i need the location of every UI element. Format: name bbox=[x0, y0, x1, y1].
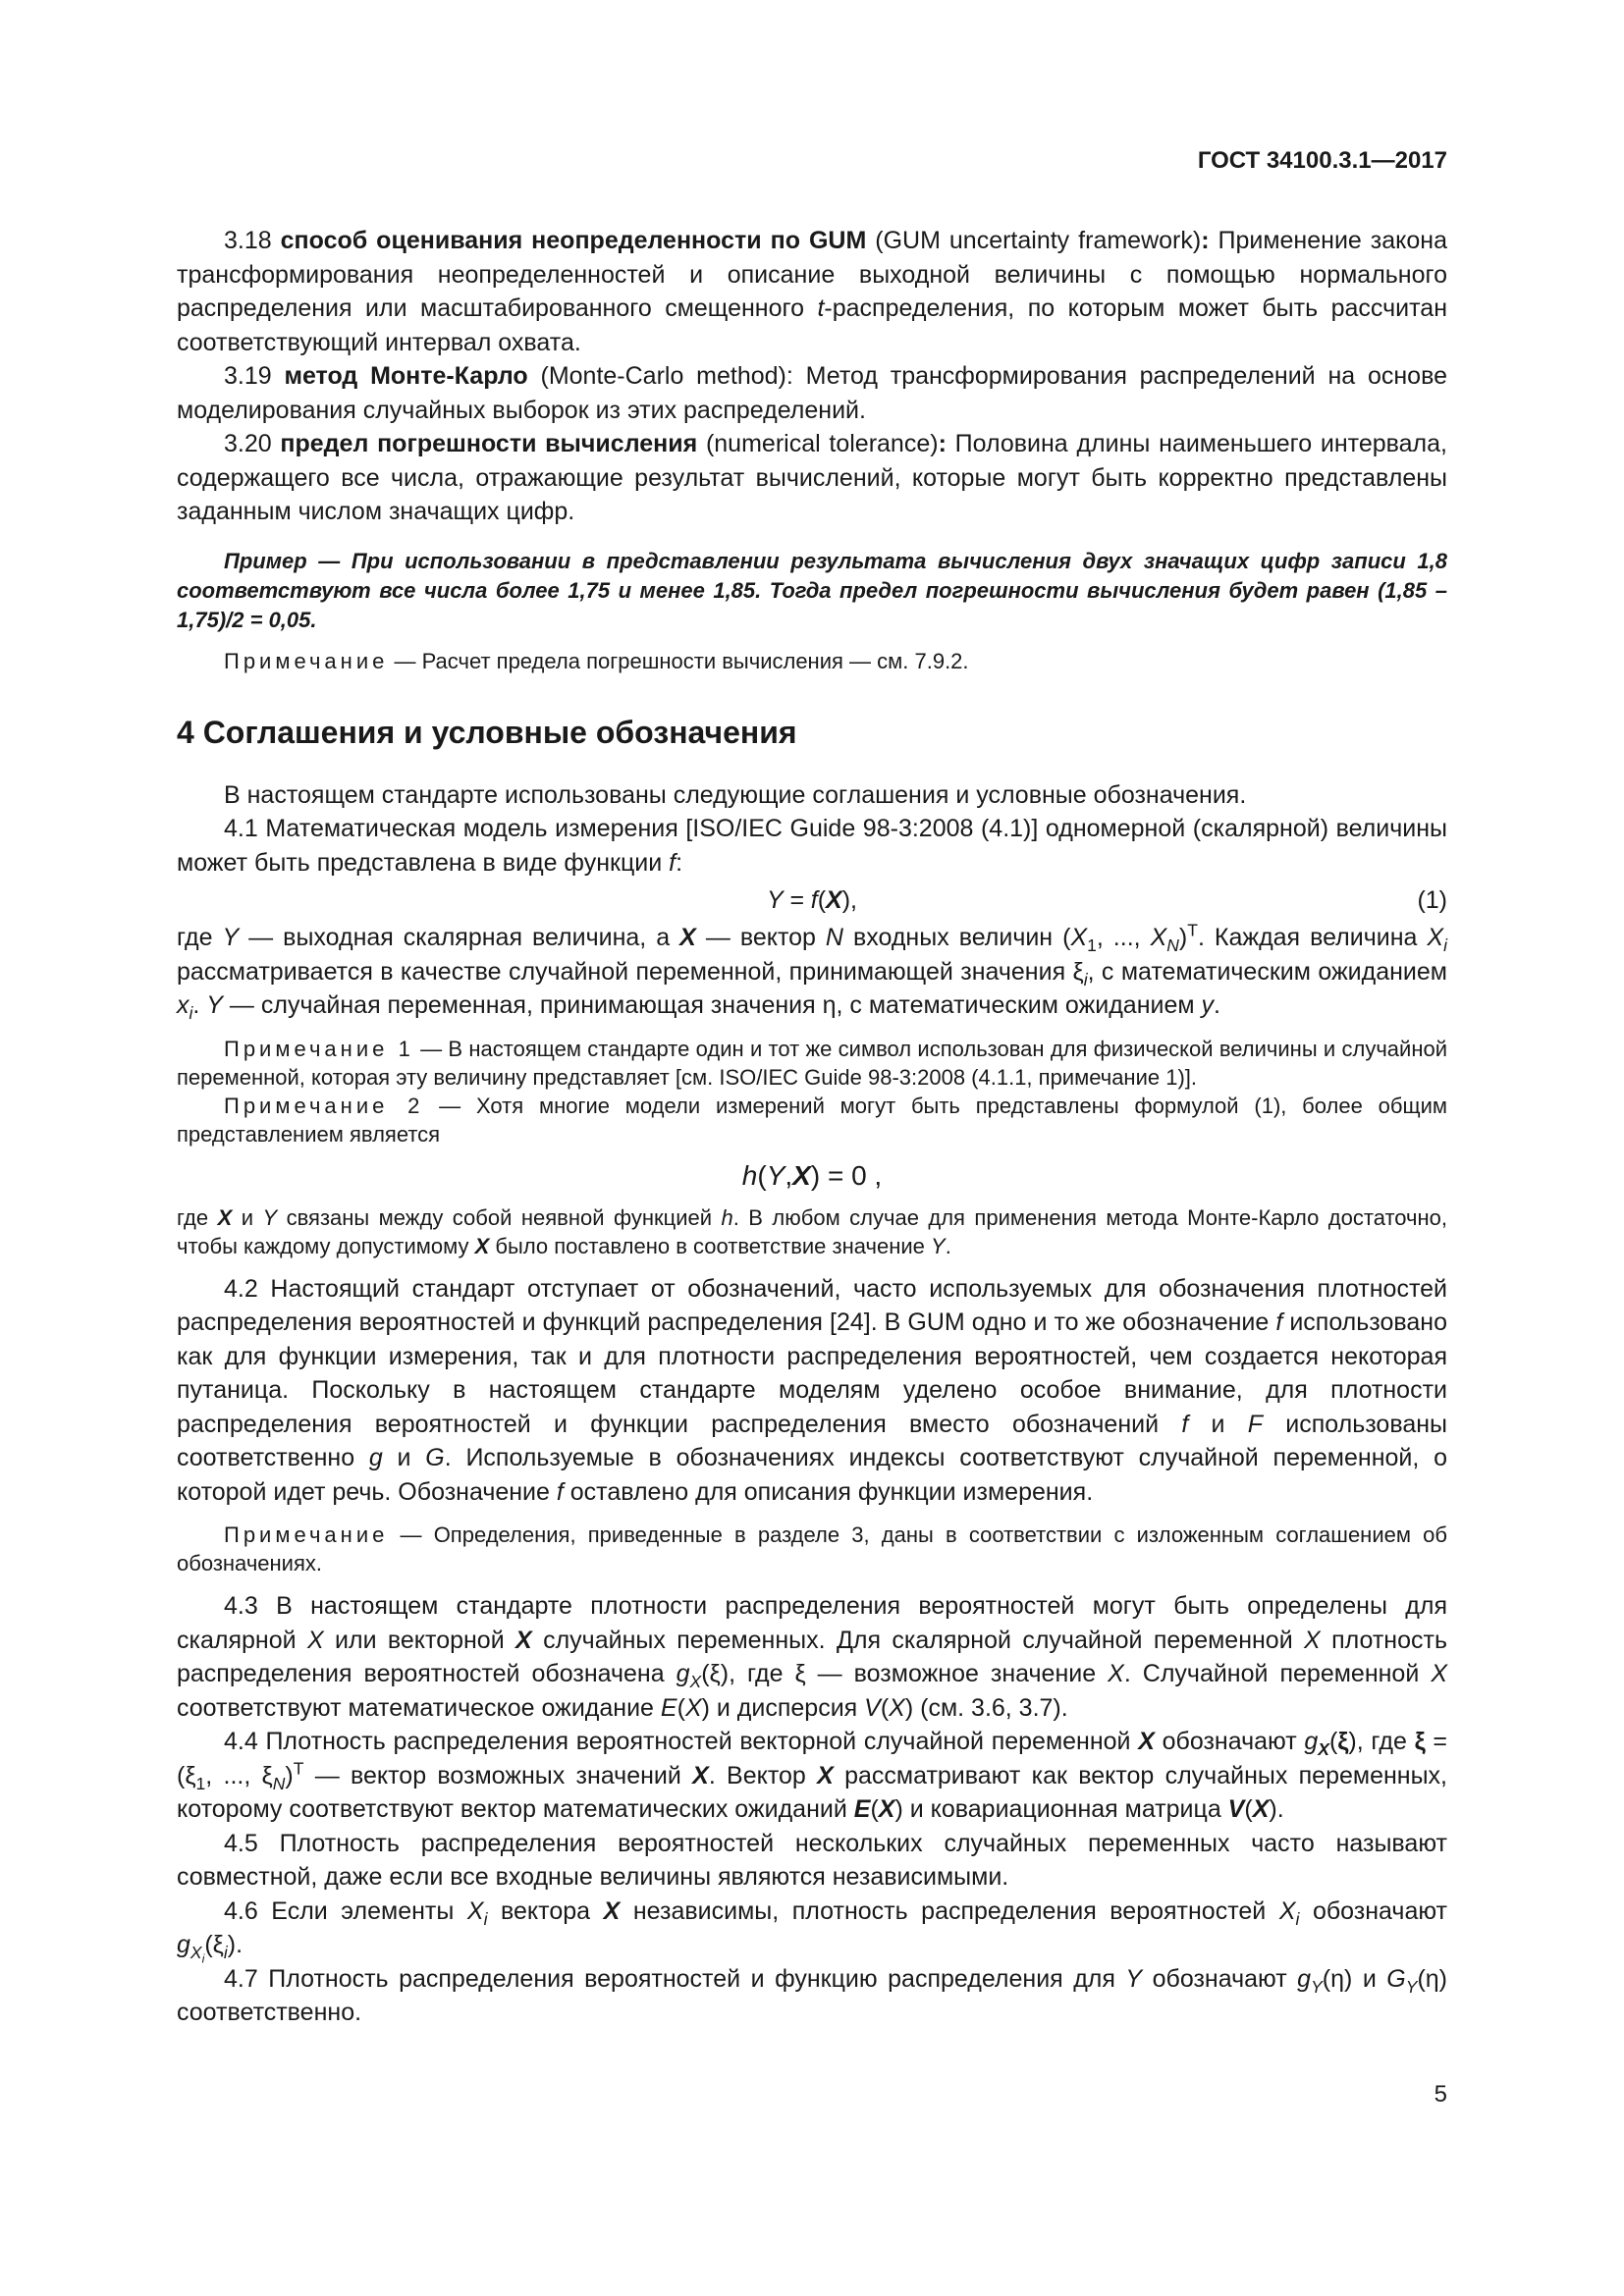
paragraph-3-18 bbox=[177, 224, 1447, 359]
text: ) bbox=[285, 1761, 294, 1789]
symbol-f: f bbox=[1275, 1308, 1283, 1336]
symbol-X: X bbox=[515, 1626, 532, 1654]
note-3 bbox=[177, 1521, 1447, 1577]
symbol-X: X bbox=[1108, 1660, 1124, 1687]
text: . bbox=[945, 1233, 951, 1258]
text: ) и ковариационная матрица bbox=[894, 1795, 1228, 1823]
symbol-X: X bbox=[878, 1795, 895, 1823]
symbol-X: X bbox=[1278, 1896, 1296, 1925]
text: 4.3 В настоящем стандарте плотности распределения вероятностей могут быть определены для скалярной bbox=[177, 1592, 1447, 1654]
subscript: i bbox=[483, 1908, 488, 1929]
subscript: Y bbox=[1405, 1976, 1418, 1997]
text: случайных переменных. Для скалярной случайной переменной bbox=[531, 1626, 1305, 1654]
text: ) bbox=[1178, 924, 1188, 951]
subscript: i bbox=[1083, 969, 1088, 989]
paragraph-4-1 bbox=[177, 812, 1447, 880]
text: 4.6 Если элементы bbox=[224, 1896, 467, 1925]
text: , с математическим ожиданием bbox=[1087, 957, 1447, 986]
symbol-Y: Y bbox=[206, 991, 223, 1019]
symbol-g: g bbox=[368, 1444, 383, 1471]
text: ( bbox=[677, 1693, 685, 1722]
text: и bbox=[1188, 1410, 1248, 1438]
section-heading: 4 Соглашения и условные обозначения bbox=[177, 714, 797, 750]
subscript: X bbox=[1318, 1739, 1329, 1759]
definition-text: Половина длины наименьшего интервала, содержащего все числа, отражающие результат вычислений, которые могут быть корректно представлены заданным числом значащих цифр. bbox=[177, 430, 1447, 525]
symbol-X: X bbox=[474, 1233, 490, 1258]
paragraph-4-7 bbox=[177, 1962, 1447, 2030]
text: связаны между собой неявной функцией bbox=[277, 1204, 722, 1230]
text: плотность распределения вероятностей обозначена bbox=[177, 1626, 1447, 1687]
paragraph-4-2 bbox=[177, 1272, 1447, 1510]
note-2 bbox=[177, 1092, 1447, 1148]
symbol-f: f bbox=[556, 1477, 564, 1506]
text: — вектор bbox=[695, 924, 826, 951]
text: независимы, плотность распределения вероятностей bbox=[620, 1896, 1279, 1925]
symbol-x: x bbox=[177, 991, 189, 1019]
symbol-Y: Y bbox=[222, 924, 240, 951]
text: и bbox=[382, 1444, 426, 1471]
formula-number: (1) bbox=[1417, 886, 1447, 914]
symbol-t: t bbox=[817, 294, 825, 322]
text: , ..., ξ bbox=[205, 1761, 273, 1789]
text: где bbox=[177, 1204, 218, 1230]
text: обозначают bbox=[1142, 1964, 1298, 1993]
note-label: Примечание 2 bbox=[224, 1093, 424, 1118]
text: использованы соответственно bbox=[177, 1410, 1447, 1471]
symbol-X: X bbox=[792, 1159, 811, 1191]
text: ( bbox=[870, 1795, 879, 1823]
text: ( bbox=[1244, 1795, 1253, 1823]
text: 4.2 Настоящий стандарт отступает от обозначений, часто используемых для обозначения плотностей распределения вероятностей и функций распределения [24]. В GUM одно и то же обозначение bbox=[177, 1274, 1447, 1336]
text: = (ξ bbox=[177, 1728, 1447, 1789]
text: ( bbox=[1328, 1728, 1338, 1755]
symbol-V: V bbox=[864, 1693, 881, 1722]
symbol-Y: Y bbox=[766, 1159, 785, 1191]
paren: ) bbox=[810, 1159, 821, 1191]
note-text: — В настоящем стандарте один и тот же символ использован для физической величины и случайной переменной, которая эту величину представляет [см. ISO/IEC Guide 98-3:2008 (4.1.1, примечание 1)]. bbox=[177, 1036, 1447, 1090]
text: . bbox=[192, 991, 207, 1019]
text: = 0 , bbox=[820, 1159, 883, 1191]
paragraph-4-4 bbox=[177, 1725, 1447, 1827]
symbol-g: g bbox=[177, 1931, 190, 1958]
text: рассматривают как вектор случайных переменных, которому соответствуют вектор математических ожиданий bbox=[177, 1761, 1447, 1823]
note-text: — Определения, приведенные в разделе 3, даны в соответствии с изложенным соглашением об обозначениях. bbox=[177, 1522, 1447, 1575]
subscript: i bbox=[1443, 935, 1447, 955]
symbol-g: g bbox=[676, 1660, 690, 1687]
text: 4.1 Математическая модель измерения [ISO/IEC Guide 98-3:2008 (4.1)] одномерной (скалярной) величины может быть представлена в виде функции bbox=[177, 815, 1447, 877]
document-header: ГОСТ 34100.3.1—2017 bbox=[1197, 147, 1447, 174]
formula-2 bbox=[177, 1148, 1447, 1203]
page-number: 5 bbox=[1434, 2081, 1447, 2108]
paragraph-intro: В настоящем стандарте использованы следующие соглашения и условные обозначения. bbox=[224, 780, 1247, 809]
text: . Случайной переменной bbox=[1123, 1660, 1432, 1687]
text: 4.7 Плотность распределения вероятностей и функцию распределения для bbox=[224, 1964, 1126, 1993]
text: 4.4 Плотность распределения вероятностей векторной случайной переменной bbox=[224, 1728, 1139, 1755]
symbol-Y: Y bbox=[931, 1233, 946, 1258]
text: вектора bbox=[487, 1896, 604, 1925]
symbol-X: X bbox=[217, 1204, 233, 1230]
text: — случайная переменная, принимающая значения η, с математическим ожиданием bbox=[222, 991, 1202, 1019]
note-1 bbox=[177, 1035, 1447, 1092]
subscript: i bbox=[223, 1943, 228, 1962]
text: ) и дисперсия bbox=[701, 1693, 865, 1722]
term: способ оценивания неопределенности по GUM bbox=[280, 227, 867, 254]
text: рассматривается в качестве случайной переменной, принимающей значения ξ bbox=[177, 957, 1084, 986]
colon: : bbox=[938, 430, 947, 457]
text: ) (см. 3.6, 3.7). bbox=[904, 1693, 1068, 1722]
note-label: Примечание 1 bbox=[224, 1036, 414, 1061]
subscript: Y bbox=[1311, 1976, 1323, 1997]
symbol-X: X bbox=[1138, 1728, 1155, 1755]
symbol-f: f bbox=[810, 886, 818, 914]
symbol-g: g bbox=[1297, 1964, 1312, 1993]
symbol-Y: Y bbox=[262, 1204, 278, 1230]
symbol-xi: ξ bbox=[1337, 1728, 1349, 1755]
symbol-F: F bbox=[1247, 1410, 1264, 1438]
symbol-X: X bbox=[826, 886, 842, 914]
formula-lhs: Y = bbox=[767, 886, 811, 914]
text: (η) соответственно. bbox=[177, 1964, 1447, 2026]
text: . bbox=[1214, 991, 1220, 1019]
subscript: 1 bbox=[195, 1773, 206, 1793]
text: . Каждая величина bbox=[1197, 924, 1428, 951]
term: предел погрешности вычисления bbox=[280, 430, 698, 457]
paragraph-3-19 bbox=[177, 359, 1447, 427]
subscript: X bbox=[689, 1672, 702, 1691]
symbol-X: X bbox=[306, 1626, 324, 1654]
paragraph-3-20 bbox=[177, 427, 1447, 529]
page-content bbox=[177, 224, 1447, 2030]
symbol-X: X bbox=[466, 1896, 484, 1925]
text: ). bbox=[1269, 1795, 1284, 1823]
text: ( bbox=[880, 1693, 890, 1722]
text: (ξ bbox=[204, 1931, 224, 1958]
note-block bbox=[177, 647, 1447, 675]
note-text: — Расчет предела погрешности вычисления — см. 7.9.2. bbox=[388, 648, 969, 673]
text: или векторной bbox=[323, 1626, 516, 1654]
subscript: i bbox=[1295, 1908, 1300, 1929]
term: метод Монте-Карло bbox=[284, 362, 528, 390]
text: обозначают bbox=[1299, 1896, 1447, 1925]
text: входных величин ( bbox=[842, 924, 1071, 951]
note-label: Примечание bbox=[224, 1522, 389, 1547]
symbol-h: h bbox=[741, 1159, 758, 1191]
text: обозначают bbox=[1154, 1728, 1305, 1755]
symbol-X: X bbox=[817, 1761, 834, 1789]
subscript: N bbox=[1166, 935, 1179, 955]
text: (ξ), где ξ — возможное значение bbox=[701, 1660, 1109, 1687]
clause-number: 3.19 bbox=[224, 362, 285, 390]
symbol-X: X bbox=[679, 924, 696, 951]
note-2-continuation bbox=[177, 1203, 1447, 1260]
text: было поставлено в соответствие значение bbox=[489, 1233, 931, 1258]
subscript: i bbox=[189, 1003, 193, 1023]
text: — выходная скалярная величина, а bbox=[239, 924, 680, 951]
symbol-N: N bbox=[825, 924, 843, 951]
symbol-X: X bbox=[1427, 924, 1444, 951]
superscript: T bbox=[293, 1758, 304, 1779]
colon: : bbox=[1201, 227, 1210, 254]
text: (η) и bbox=[1322, 1964, 1387, 1993]
symbol-xi: ξ bbox=[1414, 1728, 1426, 1755]
definition-text: (Monte-Carlo method): Метод трансформирования распределений на основе моделирования случайных выборок из этих распределений. bbox=[177, 362, 1447, 424]
text: оставлено для описания функции измерения. bbox=[563, 1477, 1094, 1506]
text: . Вектор bbox=[708, 1761, 818, 1789]
term-english: (numerical tolerance) bbox=[697, 430, 939, 457]
paragraph-4-5: 4.5 Плотность распределения вероятностей нескольких случайных переменных часто называют совместной, даже если все входные величины являются независимыми. bbox=[177, 1829, 1447, 1891]
paren: ( bbox=[757, 1159, 767, 1191]
symbol-h: h bbox=[721, 1204, 733, 1230]
symbol-X: X bbox=[1150, 924, 1167, 951]
example-block: Пример — При использовании в представлении результата вычисления двух значащих цифр записи 1,8 соответствуют все числа более 1,75 и менее 1,85. Тогда предел погрешности вычисления будет равен (1,85 – 1,75)/2 = 0,05. bbox=[177, 548, 1447, 632]
symbol-g: g bbox=[1304, 1728, 1319, 1755]
paragraph-4-6 bbox=[177, 1895, 1447, 1966]
symbol-G: G bbox=[425, 1444, 445, 1471]
clause-number: 3.18 bbox=[224, 227, 281, 254]
symbol-E: E bbox=[853, 1795, 871, 1823]
symbol-X: X bbox=[692, 1761, 709, 1789]
symbol-X: X bbox=[1431, 1660, 1447, 1687]
text: ). bbox=[227, 1931, 244, 1958]
subscript: N bbox=[272, 1773, 286, 1793]
text: соответствуют математическое ожидание bbox=[177, 1693, 661, 1722]
symbol-X: X bbox=[603, 1896, 621, 1925]
definition-text: -распределения, по которым может быть рассчитан соответствующий интервал охвата. bbox=[177, 294, 1447, 356]
subscript: i bbox=[201, 1951, 205, 1966]
subscript: 1 bbox=[1087, 935, 1097, 955]
text: . Используемые в обозначениях индексы соответствуют случайной переменной, о которой идет речь. Обозначение bbox=[177, 1444, 1447, 1506]
symbol-V: V bbox=[1227, 1795, 1245, 1823]
text: и bbox=[232, 1204, 263, 1230]
symbol-X: X bbox=[1252, 1795, 1270, 1823]
symbol-X: X bbox=[684, 1693, 702, 1722]
clause-number: 3.20 bbox=[224, 430, 281, 457]
superscript: T bbox=[1187, 920, 1198, 940]
comma: , bbox=[785, 1159, 793, 1191]
paragraph-where-1 bbox=[177, 921, 1447, 1023]
text: — вектор возможных значений bbox=[303, 1761, 693, 1789]
text: ), где bbox=[1348, 1728, 1415, 1755]
symbol-X: X bbox=[1304, 1626, 1321, 1654]
text: использовано как для функции измерения, так и для плотности распределения вероятностей, чем создается некоторая путаница. Поскольку в настоящем стандарте моделям уделено особое внимание, для плотности распределения вероятностей и функции распределения вместо обозначений bbox=[177, 1308, 1447, 1438]
symbol-f: f bbox=[1181, 1410, 1189, 1438]
symbol-X: X bbox=[889, 1693, 905, 1722]
text: , ..., bbox=[1096, 924, 1151, 951]
paren: ), bbox=[841, 886, 857, 914]
symbol-G: G bbox=[1386, 1964, 1406, 1993]
symbol-y: y bbox=[1201, 991, 1215, 1019]
paren: ( bbox=[817, 886, 827, 914]
symbol-f: f bbox=[669, 848, 677, 877]
text: . В любом случае для применения метода Монте-Карло достаточно, чтобы каждому допустимому bbox=[177, 1204, 1447, 1258]
symbol-Y: Y bbox=[1125, 1964, 1143, 1993]
formula-body bbox=[177, 881, 1447, 919]
text: : bbox=[676, 848, 683, 877]
note-label: Примечание bbox=[224, 648, 389, 673]
formula-1 bbox=[177, 881, 1447, 919]
term-english: (GUM uncertainty framework) bbox=[866, 227, 1202, 254]
definition-text: Применение закона трансформирования неопределенностей и описание выходной величины с помощью нормального распределения или масштабированного смещенного bbox=[177, 227, 1447, 322]
symbol-E: E bbox=[660, 1693, 677, 1722]
paragraph-4-3 bbox=[177, 1589, 1447, 1725]
subscript: X bbox=[189, 1943, 202, 1962]
text: где bbox=[177, 924, 223, 951]
note-text: — Хотя многие модели измерений могут быть представлены формулой (1), более общим представлением является bbox=[177, 1093, 1447, 1147]
symbol-X: X bbox=[1070, 924, 1088, 951]
